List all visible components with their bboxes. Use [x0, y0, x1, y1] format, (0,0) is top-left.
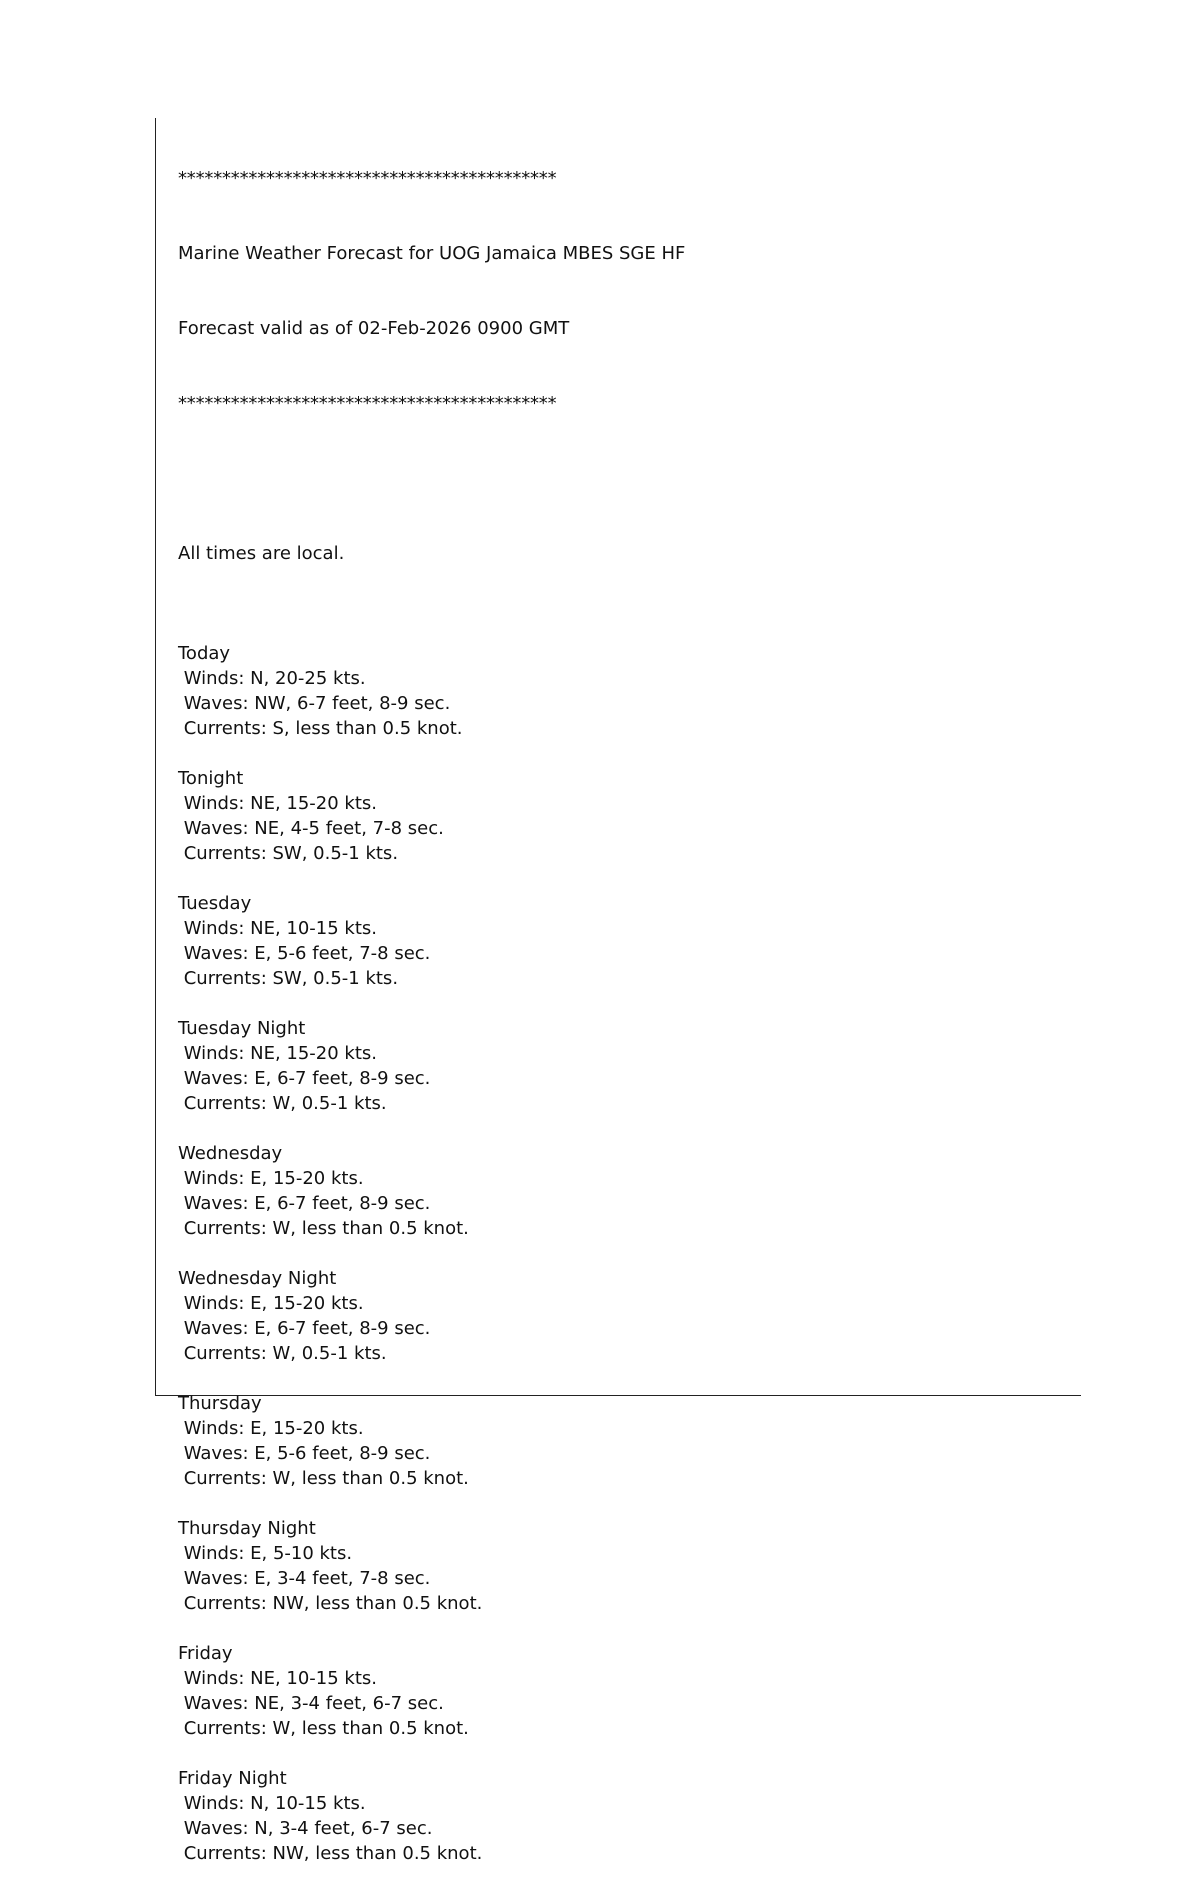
forecast-title: Marine Weather Forecast for UOG Jamaica MBES SGE HF — [178, 243, 686, 264]
period-name: Wednesday — [178, 1143, 283, 1164]
period-waves: Waves: E, 5-6 feet, 7-8 sec. — [178, 943, 431, 964]
times-note: All times are local. — [178, 543, 345, 564]
spacer — [178, 1241, 685, 1266]
forecast-periods — [178, 616, 685, 1866]
period-waves: Waves: NW, 6-7 feet, 8-9 sec. — [178, 693, 451, 714]
period-winds: Winds: N, 20-25 kts. — [178, 668, 366, 689]
period-waves: Waves: E, 6-7 feet, 8-9 sec. — [178, 1193, 431, 1214]
period-winds: Winds: NE, 15-20 kts. — [178, 793, 378, 814]
forecast-period — [178, 1741, 685, 1866]
period-waves: Waves: NE, 3-4 feet, 6-7 sec. — [178, 1693, 444, 1714]
forecast-period — [178, 616, 685, 741]
spacer — [178, 741, 685, 766]
forecast-period — [178, 1366, 685, 1491]
period-name: Tuesday Night — [178, 1018, 306, 1039]
forecast-period — [178, 991, 685, 1116]
period-name: Friday — [178, 1643, 233, 1664]
period-winds: Winds: NE, 15-20 kts. — [178, 1043, 378, 1064]
forecast-period — [178, 1491, 685, 1616]
period-waves: Waves: E, 6-7 feet, 8-9 sec. — [178, 1318, 431, 1339]
period-name: Thursday Night — [178, 1518, 316, 1539]
spacer — [178, 466, 685, 491]
period-name: Friday Night — [178, 1768, 287, 1789]
forecast-period — [178, 1616, 685, 1741]
period-currents: Currents: W, less than 0.5 knot. — [178, 1468, 469, 1489]
forecast-period — [178, 866, 685, 991]
forecast-period — [178, 741, 685, 866]
spacer — [178, 866, 685, 891]
page-frame-left-border — [155, 118, 156, 1396]
spacer — [178, 1616, 685, 1641]
period-currents: Currents: W, 0.5-1 kts. — [178, 1093, 387, 1114]
period-currents: Currents: SW, 0.5-1 kts. — [178, 968, 399, 989]
forecast-period — [178, 1116, 685, 1241]
spacer — [178, 991, 685, 1016]
period-currents: Currents: SW, 0.5-1 kts. — [178, 843, 399, 864]
period-winds: Winds: E, 5-10 kts. — [178, 1543, 353, 1564]
spacer — [178, 1116, 685, 1141]
period-waves: Waves: E, 3-4 feet, 7-8 sec. — [178, 1568, 431, 1589]
period-name: Tuesday — [178, 893, 252, 914]
period-name: Today — [178, 643, 231, 664]
period-waves: Waves: E, 5-6 feet, 8-9 sec. — [178, 1443, 431, 1464]
period-currents: Currents: NW, less than 0.5 knot. — [178, 1843, 483, 1864]
period-name: Wednesday Night — [178, 1268, 337, 1289]
spacer — [178, 1741, 685, 1766]
period-waves: Waves: N, 3-4 feet, 6-7 sec. — [178, 1818, 433, 1839]
spacer — [178, 1366, 685, 1391]
period-currents: Currents: NW, less than 0.5 knot. — [178, 1593, 483, 1614]
period-waves: Waves: E, 6-7 feet, 8-9 sec. — [178, 1068, 431, 1089]
period-currents: Currents: W, less than 0.5 knot. — [178, 1218, 469, 1239]
period-name: Tonight — [178, 768, 244, 789]
period-winds: Winds: E, 15-20 kts. — [178, 1293, 364, 1314]
period-name: Thursday — [178, 1393, 262, 1414]
period-winds: Winds: E, 15-20 kts. — [178, 1418, 364, 1439]
forecast-period — [178, 1241, 685, 1366]
period-winds: Winds: E, 15-20 kts. — [178, 1168, 364, 1189]
period-winds: Winds: N, 10-15 kts. — [178, 1793, 366, 1814]
header-stars-bottom: ******************************************* — [178, 393, 557, 414]
forecast-document — [178, 116, 685, 1891]
period-currents: Currents: S, less than 0.5 knot. — [178, 718, 463, 739]
period-winds: Winds: NE, 10-15 kts. — [178, 918, 378, 939]
spacer — [178, 1491, 685, 1516]
period-winds: Winds: NE, 10-15 kts. — [178, 1668, 378, 1689]
period-currents: Currents: W, 0.5-1 kts. — [178, 1343, 387, 1364]
period-currents: Currents: W, less than 0.5 knot. — [178, 1718, 469, 1739]
period-waves: Waves: NE, 4-5 feet, 7-8 sec. — [178, 818, 444, 839]
header-stars-top: ******************************************* — [178, 168, 557, 189]
spacer — [178, 616, 685, 641]
forecast-valid-time: Forecast valid as of 02-Feb-2026 0900 GMT — [178, 318, 570, 339]
